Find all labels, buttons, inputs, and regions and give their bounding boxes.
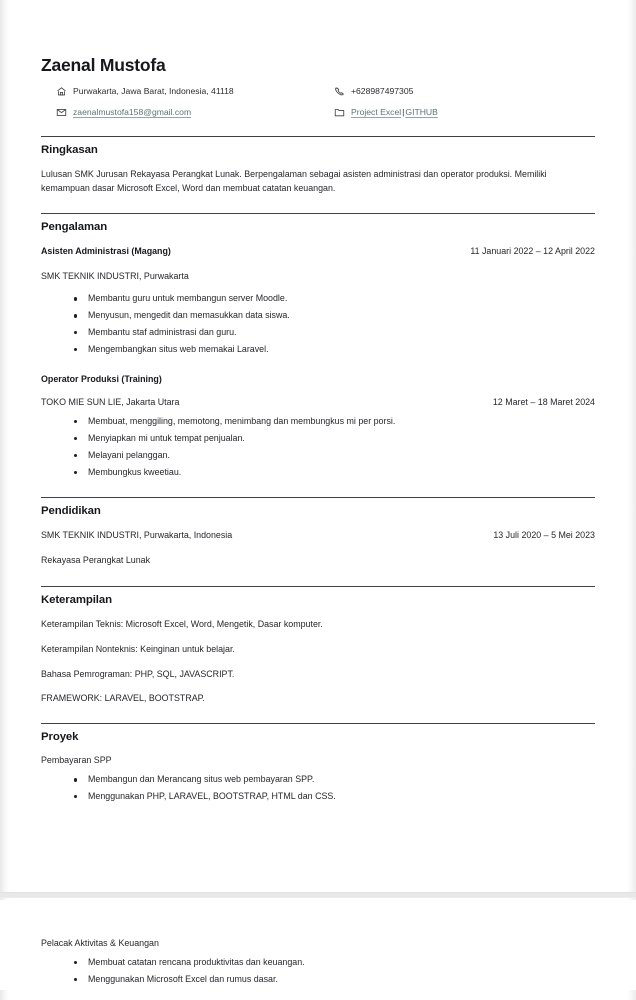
experience-role: Asisten Administrasi (Magang) [41,246,171,257]
section-title-projects: Proyek [41,731,79,744]
education-school-line [41,530,595,540]
education-date: 13 Juli 2020 – 5 Mei 2023 [493,529,595,540]
contact-phone [334,86,595,98]
section-divider [41,723,595,724]
link-separator: | [402,106,405,117]
education-program-line [41,550,595,568]
skill-line: Keterampilan Teknis: Microsoft Excel, Word, Mengetik, Dasar komputer. [41,618,323,629]
list-item: Menyiapkan mi untuk tempat penjualan. [74,432,595,445]
list-item: Membantu staf administrasi dan guru. [74,326,595,339]
page-title: Zaenal Mustofa [41,55,166,75]
experience-org-line [41,266,595,284]
links-group [351,107,438,119]
list-item: Membantu guru untuk membangun server Moodle. [74,292,595,305]
skill-line: Bahasa Pemrograman: PHP, SQL, JAVASCRIPT. [41,668,235,679]
experience-bullets [41,292,595,356]
list-item: Mengembangkan situs web memakai Laravel. [74,343,595,356]
list-item: Membuat catatan rencana produktivitas dan keuangan. [74,956,595,969]
resume-page-two [0,900,636,990]
list-item: Menggunakan PHP, LARAVEL, BOOTSTRAP, HTML dan CSS. [74,790,595,803]
list-item: Melayani pelanggan. [74,449,595,462]
experience-bullets [41,415,595,479]
home-icon [56,86,67,97]
section-education [41,497,595,568]
project-bullets [41,956,595,986]
contact-links [334,107,595,119]
section-divider [41,213,595,214]
experience-organization: SMK TEKNIK INDUSTRI, Purwakarta [41,271,189,282]
section-title-skills: Keterampilan [41,593,112,606]
experience-date: 12 Maret – 18 Maret 2024 [492,397,595,408]
section-title-education: Pendidikan [41,504,101,517]
education-school: SMK TEKNIK INDUSTRI, Purwakarta, Indonesia [41,529,233,540]
section-experience [41,213,595,478]
project-bullets [41,773,595,803]
section-title-summary: Ringkasan [41,144,98,157]
experience-organization: TOKO MIE SUN LIE, Jakarta Utara [41,397,180,408]
project-name: Pelacak Aktivitas & Keuangan [41,938,159,948]
phone-icon [334,86,345,97]
experience-role: Operator Produksi (Training) [41,374,162,385]
section-divider [41,497,595,498]
section-title-experience: Pengalaman [41,221,108,234]
section-skills [41,586,595,706]
folder-icon [334,107,345,118]
list-item: Menggunakan Microsoft Excel dan rumus dasar. [74,973,595,986]
skill-line: FRAMEWORK: LARAVEL, BOOTSTRAP. [41,693,205,704]
contact-address-text: Purwakarta, Jawa Barat, Indonesia, 41118 [73,86,234,97]
summary-text: Lulusan SMK Jurusan Rekayasa Perangkat Lunak. Berpengalaman sebagai asisten administrasi dan operator produksi. Memiliki kemampuan dasar Microsoft Excel, Word dan membuat catatan keuangan. [41,169,547,194]
project-name: Pembayaran SPP [41,755,112,766]
section-divider [41,586,595,587]
section-projects [41,723,595,803]
section-summary [41,136,595,195]
contact-row-secondary [41,107,595,119]
email-link[interactable]: zaenalmustofa158@gmail.com [73,106,192,117]
experience-org-line [41,397,595,407]
list-item: Menyusun, mengedit dan memasukkan data siswa. [74,309,595,322]
experience-entry [41,246,595,356]
experience-role-line [41,369,595,387]
experience-date: 11 Januari 2022 – 12 April 2022 [470,246,595,257]
project-entry [41,900,595,986]
contact-phone-text: +628987497305 [351,86,414,97]
list-item: Membuat, menggiling, memotong, menimbang dan membungkus mi per porsi. [74,415,595,428]
page-break-separator [0,892,636,898]
github-link[interactable]: GITHUB [405,106,438,117]
education-program: Rekayasa Perangkat Lunak [41,554,151,565]
contact-address [41,86,334,98]
list-item: Membangun dan Merancang situs web pembayaran SPP. [74,773,595,786]
skill-line: Keterampilan Nonteknis: Keinginan untuk belajar. [41,643,235,654]
experience-role-line [41,246,595,256]
experience-entry [41,369,595,479]
section-divider [41,136,595,137]
project-entry [41,755,595,803]
education-entry [41,530,595,568]
contact-email [41,107,334,119]
project-excel-link[interactable]: Project Excel [351,106,402,117]
list-item: Membungkus kweetiau. [74,466,595,479]
envelope-icon [56,107,67,118]
contact-row-primary [41,86,595,98]
contact-block [41,86,595,118]
